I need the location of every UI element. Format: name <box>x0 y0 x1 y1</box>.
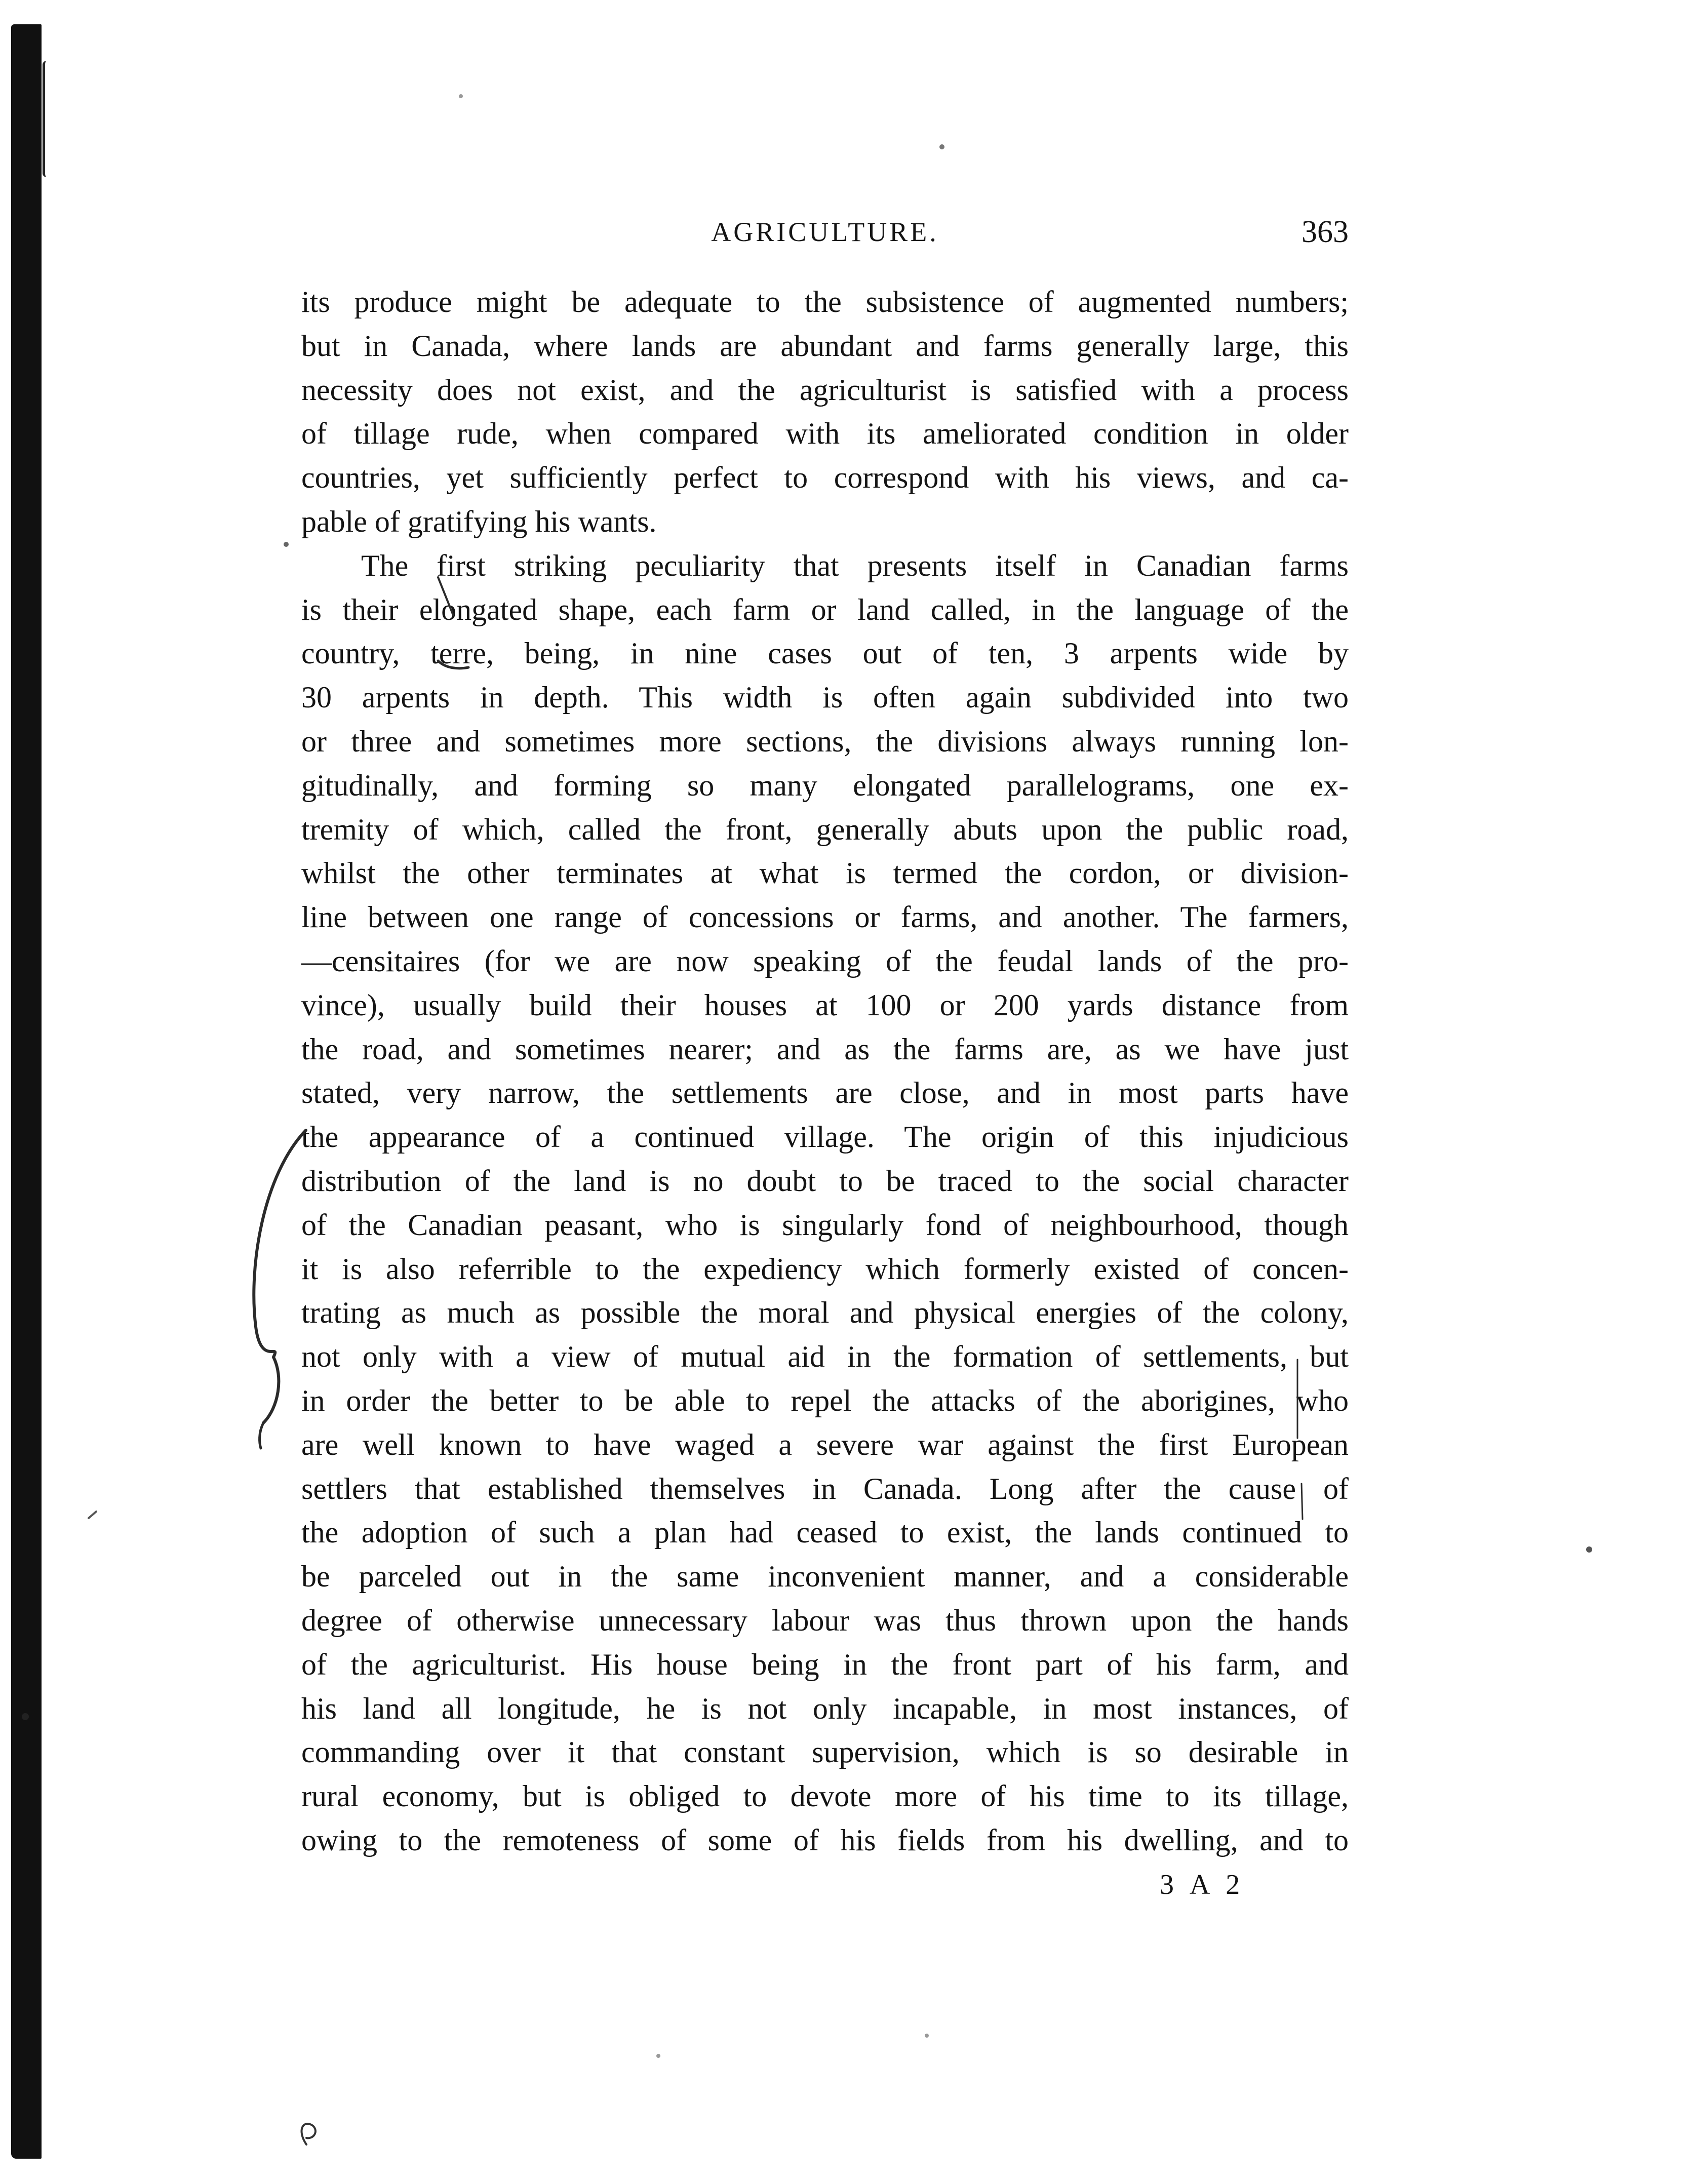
text-line: its produce might be adequate to the subsistence of augmented numbers; <box>301 285 1349 319</box>
text-line: pable of gratifying his wants. <box>301 504 657 538</box>
text-line: trating as much as possible the moral and physical energies of the colony, <box>301 1296 1349 1330</box>
text-line: of tillage rude, when compared with its ameliorated condition in older <box>301 417 1349 451</box>
text-line: degree of otherwise unnecessary labour was thus thrown upon the hands <box>301 1603 1349 1637</box>
running-head-title: AGRICULTURE. <box>711 217 939 247</box>
stray-mark <box>89 1512 96 1518</box>
text-line: stated, very narrow, the settlements are close, and in most parts have <box>301 1076 1349 1110</box>
text-line: 30 arpents in depth. This width is often again subdivided into two <box>301 681 1349 714</box>
text-line: countries, yet sufficiently perfect to correspond with his views, and ca- <box>301 461 1349 495</box>
text-stroke-mark <box>438 577 453 615</box>
text-line: or three and sometimes more sections, the divisions always running lon- <box>301 724 1349 758</box>
margin-dot <box>22 1713 29 1720</box>
text-line: of the Canadian peasant, who is singularly fond of neighbourhood, though <box>301 1208 1349 1242</box>
text-underline-mark <box>438 661 468 668</box>
text-line: is their elongated shape, each farm or land called, in the language of the <box>301 592 1349 626</box>
signature-mark: 3 A 2 <box>1160 1869 1245 1900</box>
page-corner-mark <box>301 2124 315 2145</box>
text-line: vince), usually build their houses at 100 or 200 yards distance from <box>301 988 1349 1022</box>
text-line: be parceled out in the same inconvenient manner, and a considerable <box>301 1560 1349 1594</box>
stray-dot <box>939 144 944 149</box>
text-line: whilst the other terminates at what is termed the cordon, or division- <box>301 856 1349 890</box>
text-line: The first striking peculiarity that presents itself in Canadian farms <box>361 548 1349 582</box>
stray-dot <box>925 2034 929 2038</box>
text-line: owing to the remoteness of some of his fields from his dwelling, and to <box>301 1823 1349 1857</box>
text-line: tremity of which, called the front, generally abuts upon the public road, <box>301 812 1349 846</box>
text-line: in order the better to be able to repel the attacks of the aborigines, who <box>301 1383 1349 1417</box>
text-line: country, terre, being, in nine cases out of ten, 3 arpents wide by <box>301 637 1349 670</box>
column-stroke-mark-lower <box>1302 1484 1303 1519</box>
text-line: distribution of the land is no doubt to be traced to the social character <box>301 1164 1349 1198</box>
text-line: but in Canada, where lands are abundant and farms generally large, this <box>301 329 1349 363</box>
text-line: gitudinally, and forming so many elongated parallelograms, one ex- <box>301 768 1349 802</box>
stray-dot <box>284 542 289 547</box>
text-line: the adoption of such a plan had ceased to exist, the lands continued to <box>301 1516 1349 1550</box>
text-line: rural economy, but is obliged to devote more of his time to its tillage, <box>301 1779 1349 1813</box>
text-line: necessity does not exist, and the agriculturist is satisfied with a process <box>301 373 1349 407</box>
stray-dot <box>656 2054 660 2058</box>
text-line: the appearance of a continued village. The origin of this injudicious <box>301 1120 1349 1154</box>
text-line: commanding over it that constant supervision, which is so desirable in <box>301 1735 1349 1769</box>
text-line: settlers that established themselves in Canada. Long after the cause of <box>301 1472 1349 1505</box>
margin-bracket-tail <box>260 1423 263 1448</box>
text-line: line between one range of concessions or farms, and another. The farmers, <box>301 900 1349 934</box>
text-line: not only with a view of mutual aid in the formation of settlements, but <box>301 1340 1349 1374</box>
page-number: 363 <box>1302 215 1349 249</box>
stray-dot <box>459 94 463 98</box>
text-line: the road, and sometimes nearer; and as the farms are, as we have just <box>301 1032 1349 1066</box>
text-line: of the agriculturist. His house being in the front part of his farm, and <box>301 1647 1349 1681</box>
text-line: —censitaires (for we are now speaking of the feudal lands of the pro- <box>301 944 1349 978</box>
text-line: it is also referrible to the expediency which formerly existed of concen- <box>301 1252 1349 1286</box>
text-line: his land all longitude, he is not only incapable, in most instances, of <box>301 1691 1349 1725</box>
stray-dot <box>1586 1546 1592 1553</box>
margin-bracket-mark <box>254 1130 306 1423</box>
text-line: are well known to have waged a severe war against the first European <box>301 1427 1349 1461</box>
